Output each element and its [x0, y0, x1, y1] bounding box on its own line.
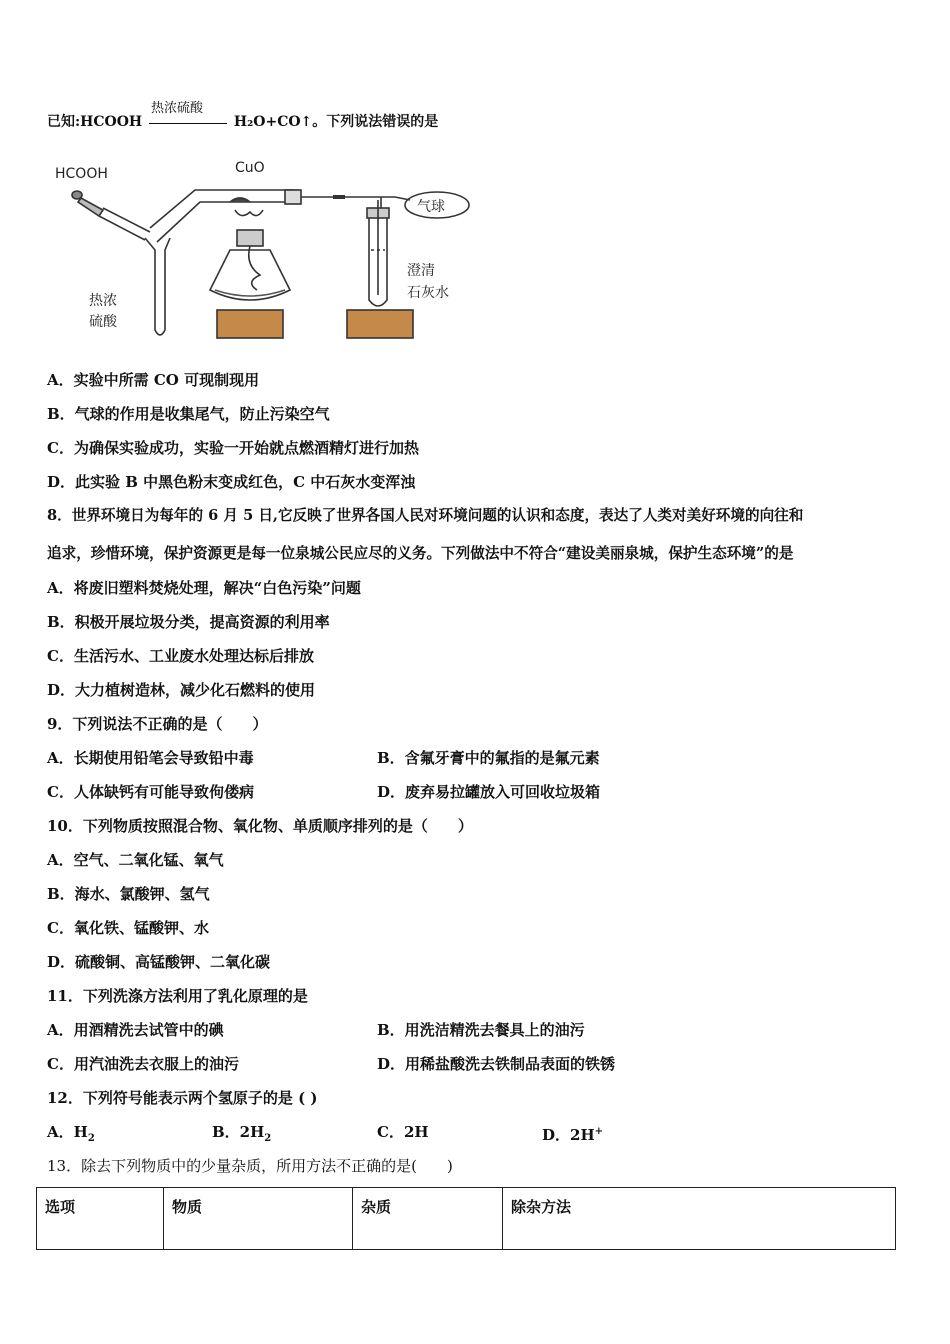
q10-stem: 10．下列物质按照混合物、氧化物、单质顺序排列的是（ ） — [47, 817, 473, 835]
q9-option-c: C．人体缺钙有可能导致佝偻病 — [47, 783, 254, 801]
q8-stem-line1: 8．世界环境日为每年的 6 月 5 日,它反映了世界各国人民对环境问题的认识和态度，表达了人类对美好环境的向往和 — [47, 507, 804, 524]
q11-option-d: D．用稀盐酸洗去铁制品表面的铁锈 — [377, 1055, 616, 1073]
q8-option-d: D．大力植树造林，减少化石燃料的使用 — [47, 681, 316, 699]
label-hcooh: HCOOH — [55, 166, 108, 182]
q11-option-b: B．用洗洁精洗去餐具上的油污 — [377, 1021, 585, 1039]
q9-option-d: D．废弃易拉罐放入可回收垃圾箱 — [377, 783, 601, 801]
q7-products: H₂O+CO↑。下列说法错误的是 — [233, 114, 439, 130]
q7-known-reaction — [47, 100, 439, 132]
q8-option-c: C．生活污水、工业废水处理达标后排放 — [47, 647, 314, 665]
table-header-cell: 物质 — [164, 1188, 353, 1250]
label-acid-1: 热浓 — [89, 293, 117, 309]
q10-option-a: A．空气、二氧化锰、氧气 — [47, 851, 224, 869]
reaction-condition-text: 热浓硫酸 — [151, 100, 204, 116]
reaction-condition — [149, 100, 227, 124]
q10-option-c: C．氧化铁、锰酸钾、水 — [47, 919, 209, 937]
q7-option-a: A．实验中所需 CO 可现制现用 — [47, 371, 260, 389]
q7-known-prefix: 已知:HCOOH — [47, 114, 143, 130]
apparatus-diagram — [45, 150, 485, 350]
reaction-arrow-line — [149, 123, 227, 124]
q8-option-a: A．将废旧塑料焚烧处理，解决“白色污染”问题 — [47, 579, 361, 597]
q12-option-d: D．2H+ — [542, 1126, 604, 1144]
label-lime-1: 澄清 — [407, 263, 435, 279]
q8-stem-line2: 追求，珍惜环境，保护资源更是每一位泉城公民应尽的义务。下列做法中不符合“建设美丽泉城，保护生态环境”的是 — [47, 545, 794, 562]
q7-option-b: B．气球的作用是收集尾气，防止污染空气 — [47, 405, 330, 423]
q7-option-d: D．此实验 B 中黑色粉末变成红色，C 中石灰水变浑浊 — [47, 473, 416, 491]
q12-option-a: A．$H_2$ — [47, 1123, 95, 1144]
q7-option-c: C．为确保实验成功，实验一开始就点燃酒精灯进行加热 — [47, 439, 419, 457]
q8-option-b: B．积极开展垃圾分类，提高资源的利用率 — [47, 613, 330, 631]
q9-stem: 9．下列说法不正确的是（ ） — [47, 715, 268, 733]
label-acid-2: 硫酸 — [89, 314, 117, 330]
q9-option-b: B．含氟牙膏中的氟指的是氟元素 — [377, 749, 600, 767]
q12-option-b: B．$2H_2$ — [212, 1123, 272, 1144]
label-lime-2: 石灰水 — [407, 285, 449, 301]
table-header-cell: 杂质 — [353, 1188, 503, 1250]
q13-stem: 13．除去下列物质中的少量杂质，所用方法不正确的是( ) — [47, 1157, 453, 1175]
table-header-cell: 选项 — [37, 1188, 164, 1250]
label-balloon: 气球 — [417, 199, 445, 215]
q9-option-a: A．长期使用铅笔会导致铅中毒 — [47, 749, 254, 767]
q10-option-b: B．海水、氯酸钾、氢气 — [47, 885, 210, 903]
q11-stem: 11．下列洗涤方法利用了乳化原理的是 — [47, 987, 308, 1005]
table-header-row — [37, 1188, 896, 1250]
q12-stem: 12．下列符号能表示两个氢原子的是 ( ) — [47, 1089, 318, 1107]
q10-option-d: D．硫酸铜、高锰酸钾、二氧化碳 — [47, 953, 271, 971]
q13-table — [36, 1187, 896, 1250]
table-header-cell: 除杂方法 — [503, 1188, 896, 1250]
q11-option-a: A．用酒精洗去试管中的碘 — [47, 1021, 224, 1039]
q12-option-c: C．2H — [377, 1123, 429, 1141]
label-cuo: CuO — [235, 160, 265, 176]
q11-option-c: C．用汽油洗去衣服上的油污 — [47, 1055, 239, 1073]
